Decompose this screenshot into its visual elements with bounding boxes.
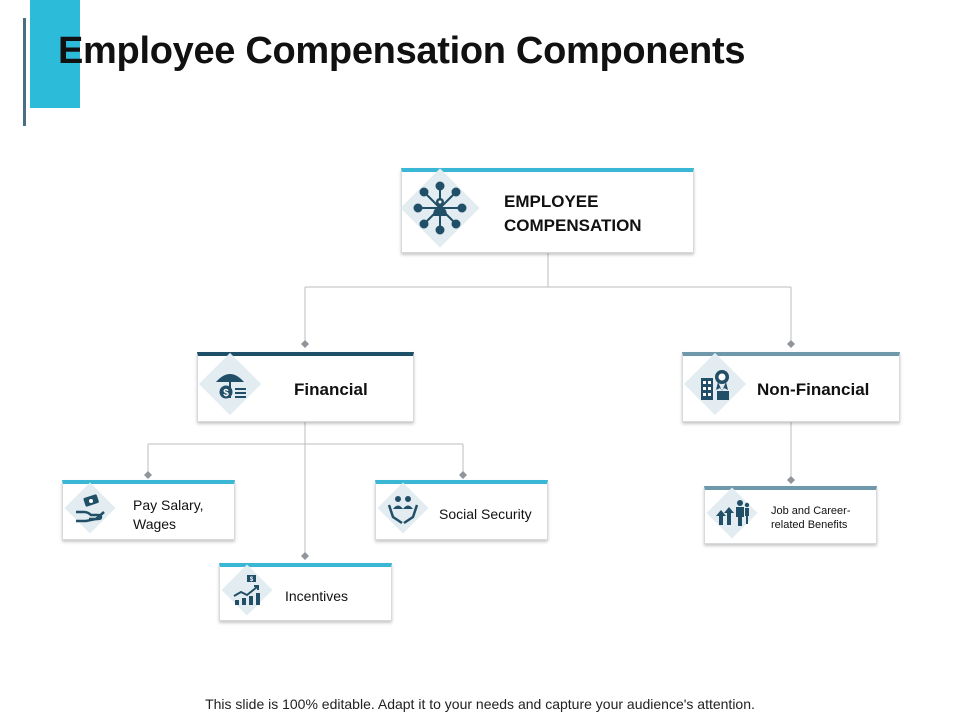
hands-people-icon bbox=[383, 488, 423, 528]
job-career-label-line2: related Benefits bbox=[771, 519, 848, 531]
footer-note: This slide is 100% editable. Adapt it to your needs and capture your audience's attention. bbox=[205, 696, 755, 712]
node-employee-compensation bbox=[401, 168, 694, 253]
pay-salary-label-line2: Wages bbox=[133, 516, 177, 532]
people-growth-icon bbox=[712, 493, 752, 533]
pay-salary-label-line1: Pay Salary, bbox=[133, 497, 204, 513]
job-career-label-line1: Job and Career- bbox=[771, 505, 851, 517]
non-financial-label: Non-Financial bbox=[757, 380, 870, 399]
node-incentives bbox=[219, 563, 392, 621]
financial-label: Financial bbox=[294, 380, 368, 399]
node-non-financial bbox=[682, 352, 900, 422]
svg-text:$: $ bbox=[249, 577, 254, 583]
hand-money-icon bbox=[70, 488, 110, 528]
svg-text:$: $ bbox=[223, 388, 229, 399]
network-people-icon bbox=[410, 178, 470, 238]
social-security-label: Social Security bbox=[439, 506, 532, 522]
node-financial bbox=[197, 352, 414, 422]
node-pay-salary-wages bbox=[62, 480, 235, 540]
incentives-label: Incentives bbox=[285, 588, 349, 604]
node-social-security bbox=[375, 480, 548, 540]
root-label-line2: COMPENSATION bbox=[504, 216, 642, 235]
growth-chart-icon bbox=[227, 570, 267, 610]
root-label-line1: EMPLOYEE bbox=[504, 192, 599, 211]
node-job-career-benefits bbox=[704, 486, 877, 544]
building-award-icon bbox=[693, 362, 737, 406]
umbrella-money-icon bbox=[208, 362, 252, 406]
page-title: Employee Compensation Components bbox=[58, 30, 746, 72]
